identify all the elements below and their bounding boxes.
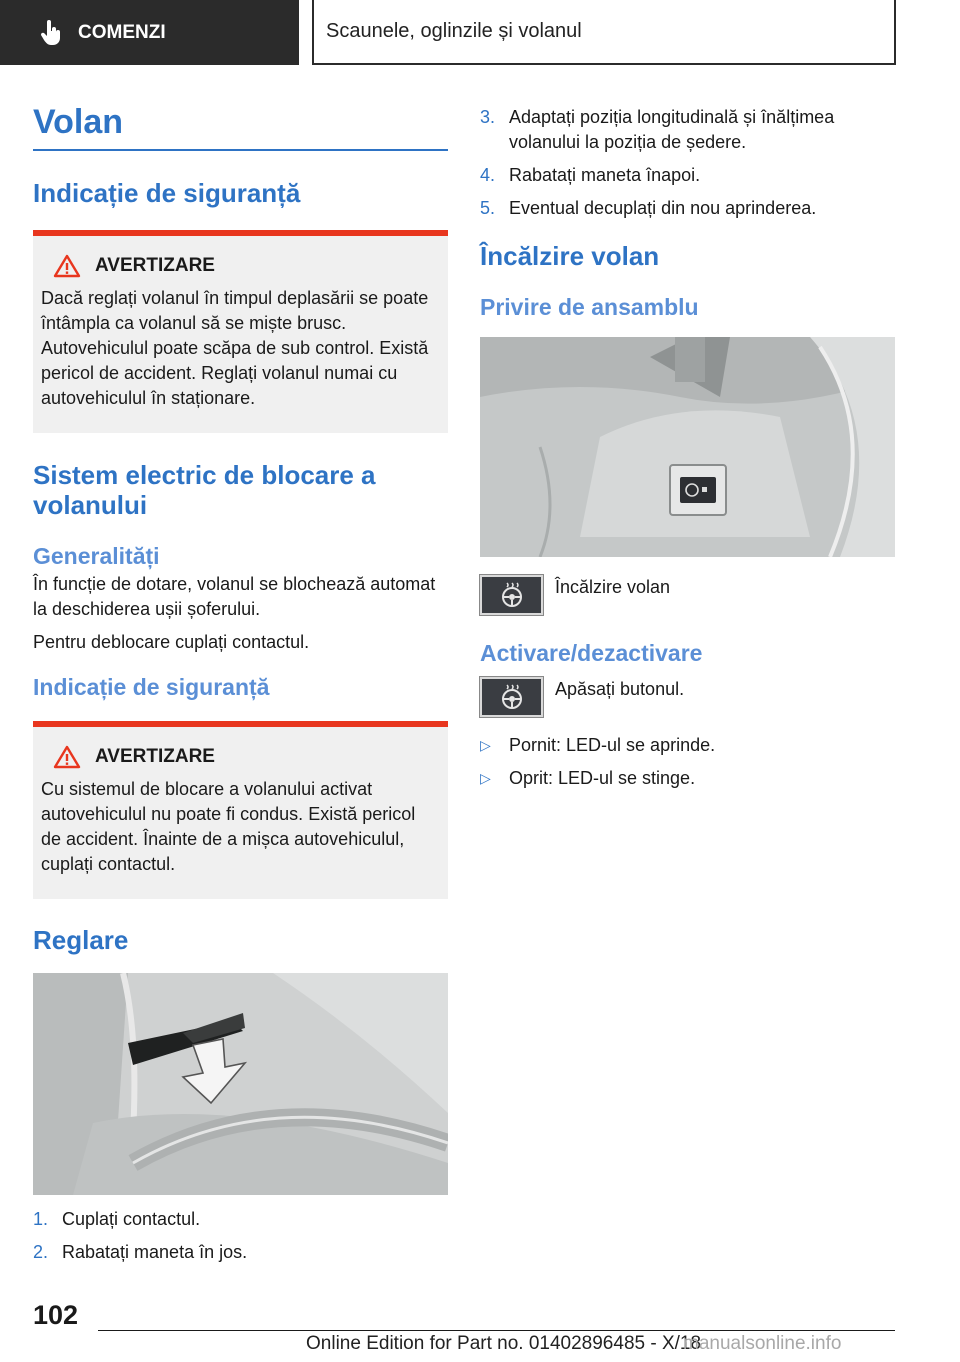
- warning-label-2: AVERTIZARE: [95, 746, 215, 767]
- general-heading: Generalități: [33, 543, 160, 569]
- edition-text: Online Edition for Part no. 01402896485 - X/18: [306, 1333, 702, 1354]
- warning-triangle-icon: [53, 254, 81, 278]
- right-column: [480, 95, 895, 799]
- steps-list-left: [33, 1207, 448, 1265]
- unlock-paragraph: Pentru deblocare cuplați contactul.: [33, 632, 310, 652]
- triangle-bullet-icon: ▷: [480, 770, 491, 786]
- general-paragraph: În funcție de dotare, volanul se blochează automat la deschiderea ușii șoferului.: [33, 574, 436, 619]
- warning-box-2: [33, 721, 448, 899]
- heat-heading: Încălzire volan: [480, 241, 660, 271]
- section-title: Scaunele, oglinzile și volanul: [312, 0, 896, 65]
- steps-list-right: [480, 105, 895, 221]
- watermark-text: manualsonline.info: [683, 1333, 842, 1354]
- warning-header: [41, 254, 440, 278]
- heated-wheel-button[interactable]: [480, 575, 543, 615]
- steering-lever-figure: [33, 973, 448, 1195]
- adjust-heading: Reglare: [33, 925, 129, 955]
- warning-box: [33, 230, 448, 433]
- page-title: Volan: [33, 95, 448, 151]
- triangle-bullet-icon: ▷: [480, 737, 491, 753]
- activate-heading: Activare/dezactivare: [480, 640, 703, 666]
- list-item: ▷ Pornit: LED-ul se aprinde.: [480, 733, 895, 758]
- hand-pointer-icon: [40, 20, 62, 46]
- overview-heading: Privire de ansamblu: [480, 294, 699, 320]
- heat-button-legend: [480, 575, 895, 615]
- list-item: 1. Cuplați contactul.: [33, 1209, 201, 1229]
- safety-heading: Indicație de siguranță: [33, 178, 301, 208]
- header-tab-label: COMENZI: [78, 21, 166, 43]
- warning-text-2: Cu sistemul de blocare a volanului activat autovehiculul nu poate fi condus. Există pericol de accident. Înainte de a mișca autovehiculul, cuplați contactul.: [41, 779, 416, 874]
- press-button-text: Apăsați butonul.: [555, 679, 685, 699]
- header-tab[interactable]: [0, 0, 299, 65]
- warning-label: AVERTIZARE: [95, 255, 215, 276]
- warning-text: Dacă reglați volanul în timpul deplasării se poate întâmpla ca volanul să se miște brusc. Autovehiculul poate scăpa de sub control. Există pericol de accident. Reglați volanul numai cu autovehiculul în staționare.: [41, 288, 429, 408]
- heated-wheel-button-2[interactable]: [480, 677, 543, 717]
- list-item: 4. Rabatați maneta înapoi.: [480, 165, 701, 185]
- list-item: 5. Eventual decuplați din nou aprinderea.: [480, 198, 817, 218]
- activate-button-legend: [480, 677, 895, 717]
- list-item: 2. Rabatați maneta în jos.: [33, 1242, 248, 1262]
- warning-triangle-icon: [53, 745, 81, 769]
- bullet-list: [480, 733, 895, 791]
- safety-heading-2: Indicație de siguranță: [33, 674, 270, 700]
- heat-button-label: Încălzire volan: [555, 577, 671, 597]
- steering-lever-illustration: [33, 973, 448, 1195]
- lock-heading: Sistem electric de blocare a volanului: [33, 460, 376, 520]
- warning-header-2: [41, 745, 440, 769]
- left-column: [33, 95, 448, 1273]
- list-item: ▷ Oprit: LED-ul se stinge.: [480, 766, 895, 791]
- footer-divider: [98, 1330, 895, 1331]
- heated-steering-wheel-icon: [498, 581, 526, 609]
- heated-wheel-figure: [480, 337, 895, 557]
- heated-wheel-illustration: [480, 337, 895, 557]
- heated-steering-wheel-icon: [498, 683, 526, 711]
- list-item: 3. Adaptați poziția longitudinală și înălțimea volanului la poziția de ședere.: [480, 107, 835, 152]
- page-number: 102: [33, 1300, 79, 1330]
